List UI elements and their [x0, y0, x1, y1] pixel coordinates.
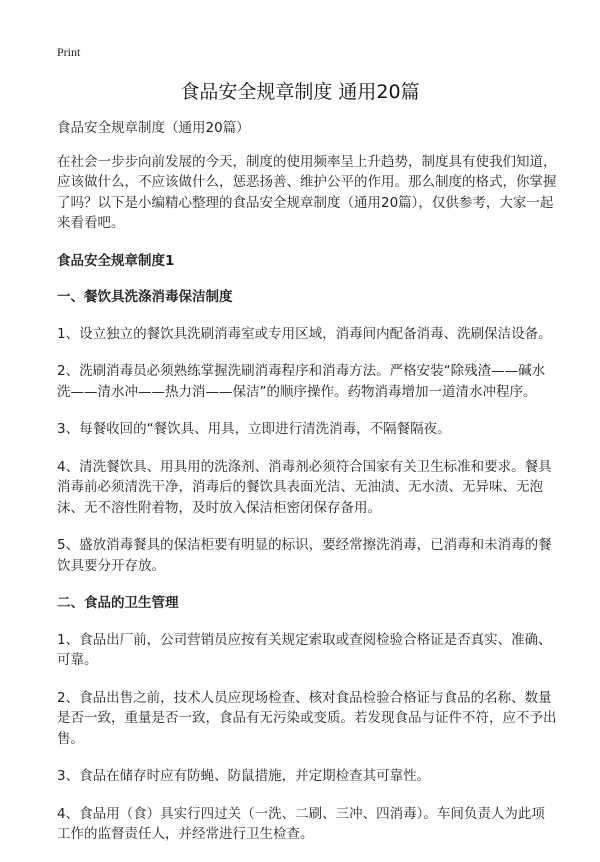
print-label: Print	[57, 45, 81, 59]
list-item: 5、盛放消毒餐具的保洁柜要有明显的标识，要经常擦洗消毒，已消毒和未消毒的餐饮具要分开存放。	[57, 537, 552, 574]
list-item: 3、食品在储存时应有防蝇、防鼠措施，并定期检查其可靠性。	[57, 768, 431, 784]
list-item: 4、食品用（食）具实行四过关（一洗、二刷、三冲、四消毒）。车间负责人为此项工作的监督责任人，并经常进行卫生检查。	[57, 805, 545, 842]
list-item: 1、设立独立的餐饮具洗刷消毒室或专用区域，消毒间内配备消毒、洗刷保洁设备。	[57, 325, 552, 342]
part1-heading: 一、餐饮具洗涤消毒保洁制度	[57, 289, 233, 305]
list-item: 3、每餐收回的“餐饮具、用具，立即进行清洗消毒，不隔餐隔夜。	[57, 421, 451, 437]
document-body	[57, 118, 557, 862]
document-title: 食品安全规章制度 通用20篇	[180, 81, 420, 103]
list-item: 1、食品出厂前，公司营销员应按有关规定索取或查阅检验合格证是否真实、准确、可靠。	[57, 631, 552, 668]
section-title: 食品安全规章制度1	[57, 252, 175, 269]
document-subtitle: 食品安全规章制度（通用20篇）	[57, 120, 250, 136]
list-item: 2、食品出售之前，技术人员应现场检查、核对食品检验合格证与食品的名称、数量是否一致，重量是否一致，食品有无污染或变质。若发现食品与证件不符，应不予出售。	[57, 689, 557, 747]
part2-heading: 二、食品的卫生管理	[57, 595, 179, 611]
list-item: 4、清洗餐饮具、用具用的洗涤剂、消毒剂必须符合国家有关卫生标准和要求。餐具消毒前必须清洗干净，消毒后的餐饮具表面光洁、无油渍、无水渍、无异味、无泡沫、无不溶性附着物，及时放入保洁柜密闭保存备用。	[57, 458, 552, 516]
intro-paragraph: 在社会一步步向前发展的今天，制度的使用频率呈上升趋势，制度具有使我们知道，应该做什么，不应该做什么，惩恶扬善、维护公平的作用。那么制度的格式，你掌握了吗？以下是小编精心整理的食品安全规章制度（通用20篇），仅供参考，大家一起来看看吧。	[57, 153, 557, 231]
list-item: 2、洗刷消毒员必须熟练掌握洗刷消毒程序和消毒方法。严格安装“除残渣——碱水洗——清水冲——热力消——保洁”的顺序操作。药物消毒增加一道清水冲程序。	[57, 363, 546, 400]
